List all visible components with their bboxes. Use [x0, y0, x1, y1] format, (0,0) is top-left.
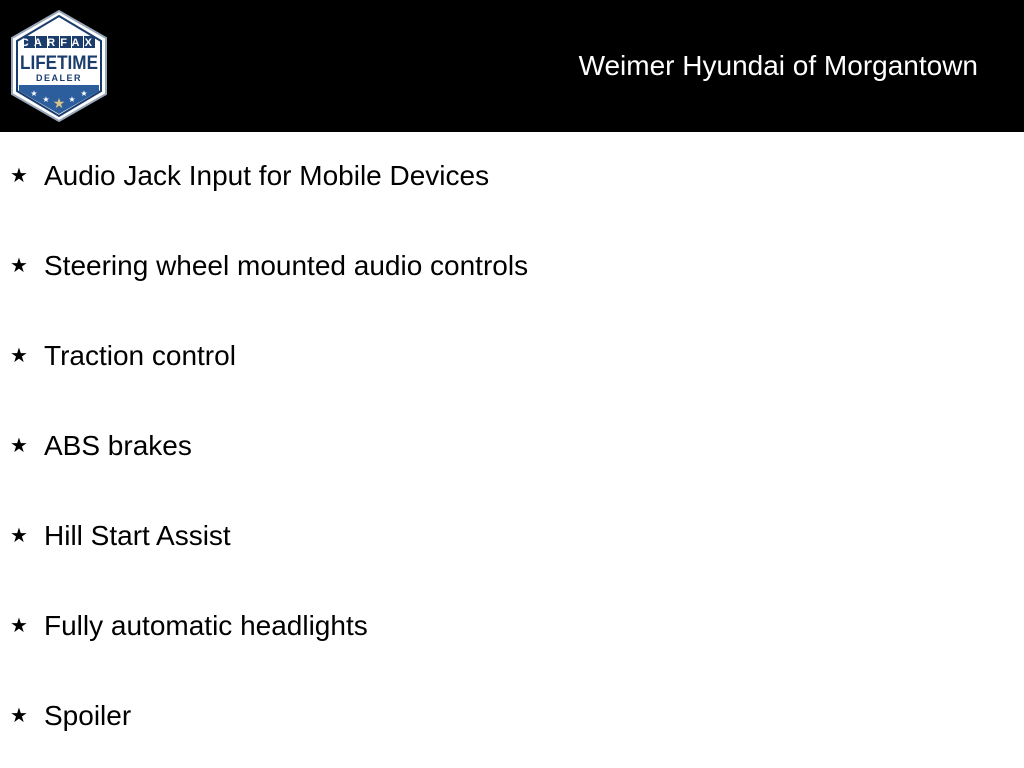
svg-text:★: ★ [42, 95, 50, 104]
badge-carfax-text: CARFAX [20, 37, 98, 49]
feature-label: Spoiler [44, 700, 132, 731]
star-bullet-icon: ★ [10, 345, 28, 367]
feature-label: Traction control [44, 340, 236, 371]
star-bullet-icon: ★ [10, 435, 28, 457]
dealer-name: Weimer Hyundai of Morgantown [578, 50, 978, 81]
feature-label: Steering wheel mounted audio controls [44, 250, 529, 281]
feature-label: Hill Start Assist [44, 520, 231, 551]
badge-lifetime-text: LIFETIME [20, 53, 98, 74]
list-item [0, 312, 1024, 402]
list-item [0, 132, 1024, 222]
svg-text:★: ★ [68, 95, 76, 104]
page-header [0, 0, 1024, 132]
svg-text:★: ★ [52, 95, 66, 111]
list-item [0, 222, 1024, 312]
list-item [0, 672, 1024, 762]
svg-text:★: ★ [30, 89, 38, 98]
feature-label: ABS brakes [44, 430, 192, 461]
star-bullet-icon: ★ [10, 255, 28, 277]
list-item [0, 402, 1024, 492]
svg-text:★: ★ [80, 89, 88, 98]
list-item [0, 492, 1024, 582]
star-bullet-icon: ★ [10, 705, 28, 727]
carfax-lifetime-dealer-badge [10, 10, 108, 122]
feature-label: Fully automatic headlights [44, 610, 368, 641]
feature-list [0, 132, 1024, 762]
star-bullet-icon: ★ [10, 165, 28, 187]
badge-dealer-text: DEALER [35, 73, 83, 83]
feature-label: Audio Jack Input for Mobile Devices [44, 160, 490, 191]
star-bullet-icon: ★ [10, 525, 28, 547]
list-item [0, 582, 1024, 672]
star-bullet-icon: ★ [10, 615, 28, 637]
